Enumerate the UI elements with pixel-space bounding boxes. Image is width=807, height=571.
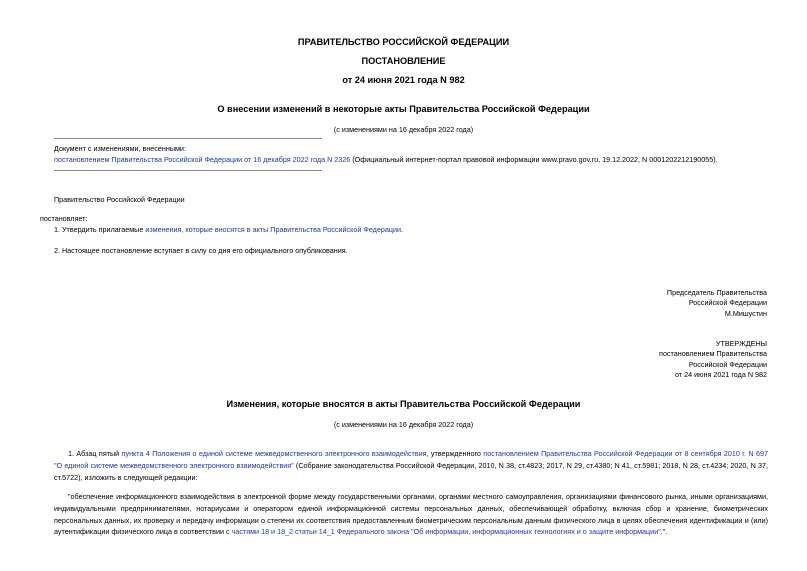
edition-note: (с изменениями на 16 декабря 2022 года) bbox=[333, 125, 474, 134]
amending-decree-link[interactable]: постановлением Правительства Российской Федерации от 16 декабря 2022 года N 2326 bbox=[54, 155, 351, 164]
decrees-word: постановляет: bbox=[40, 214, 88, 223]
item-1: 1. Утвердить прилагаемые изменения, которые вносятся в акты Правительства Российской Федерации. bbox=[54, 225, 403, 234]
annex-paragraph-1: 1. Абзац пятый пункта 4 Положения о единой системе межведомственного электронного взаимодействия, утвержденного постановлением Правительства Российской Федерации от 8 сентября 2010 г. N 697 "О единой системе межведомственного электронного взаимодействия" (Собрание законодательства Российской Федерации, 2010, N 38, ст.4823; 2017, N 29, ст.4380; N 41, ст.5981; 2018, N 28, ст.4234; 2020, N 37, ст.5722), изложить в следующей редакции: bbox=[54, 449, 769, 482]
amendments-intro: Документ с изменениями, внесенными: bbox=[54, 144, 186, 153]
annex-edition-note: (с изменениями на 16 декабря 2022 года) bbox=[333, 420, 474, 429]
document-title: О внесении изменений в некоторые акты Правительства Российской Федерации bbox=[217, 104, 590, 114]
box-bottom-divider bbox=[54, 170, 322, 171]
box-top-divider bbox=[54, 138, 322, 139]
signature-name: М.Мишустин bbox=[724, 309, 767, 318]
amendments-line bbox=[54, 155, 718, 164]
regulation-link[interactable]: пункта 4 Положения о единой системе межведомственного электронного взаимодействия bbox=[121, 449, 427, 458]
annex-title: Изменения, которые вносятся в акты Правительства Российской Федерации bbox=[226, 399, 581, 409]
item-2: 2. Настоящее постановление вступает в силу со дня его официального опубликования. bbox=[54, 246, 348, 255]
approval-line-4: от 24 июня 2021 года N 982 bbox=[674, 370, 767, 379]
annex-paragraph-2: "обеспечение информационного взаимодействия в электронной форме между государственными органами, органами местного самоуправления, организациями финансового рынка, иными организациями, индивидуальными предпринимателями, нотариусами и оператором единой информационной системы персональных данных, обеспечивающей обработку, включая сбор и хранение, биометрических персональных данных, их проверку и передачу информации о степени их соответствия предоставленным биометрическим персональным данным физического лица в целях обеспечения идентификации и (или) аутентификации физического лица в соответствии с частями 18 и 18_2 статьи 14_1 Федерального закона "Об информации, информационных технологиях и о защите информации".". bbox=[54, 492, 768, 537]
issuer: Правительство Российской Федерации bbox=[54, 195, 185, 204]
document-type: ПОСТАНОВЛЕНИЕ bbox=[361, 56, 446, 66]
document-org: ПРАВИТЕЛЬСТВО РОССИЙСКОЙ ФЕДЕРАЦИИ bbox=[297, 37, 510, 47]
federal-law-link[interactable]: частями 18 и 18_2 статьи 14_1 Федерального закона "Об информации, информационных технологиях и о защите информации" bbox=[231, 527, 661, 537]
signature-position-1: Председатель Правительства bbox=[666, 288, 767, 297]
document-date-number: от 24 июня 2021 года N 982 bbox=[342, 75, 465, 85]
changes-link[interactable]: изменения, которые вносятся в акты Правительства Российской Федерации bbox=[145, 225, 401, 234]
approval-line-2: постановлением Правительства bbox=[659, 349, 767, 358]
approval-line-3: Российской Федерации bbox=[688, 360, 767, 369]
signature-position-2: Российской Федерации bbox=[688, 298, 767, 307]
decree-697-link[interactable]: постановлением Правительства Российской Федерации от 8 сентября 2010 г. N 697 "О единой системе межведомственного электронного взаимодействия" bbox=[54, 449, 769, 470]
amendments-source: (Официальный интернет-портал правовой информации www.pravo.gov.ru, 19.12.2022, N 0001202212190055). bbox=[350, 155, 718, 164]
approval-line-1: УТВЕРЖДЕНЫ bbox=[715, 339, 767, 348]
